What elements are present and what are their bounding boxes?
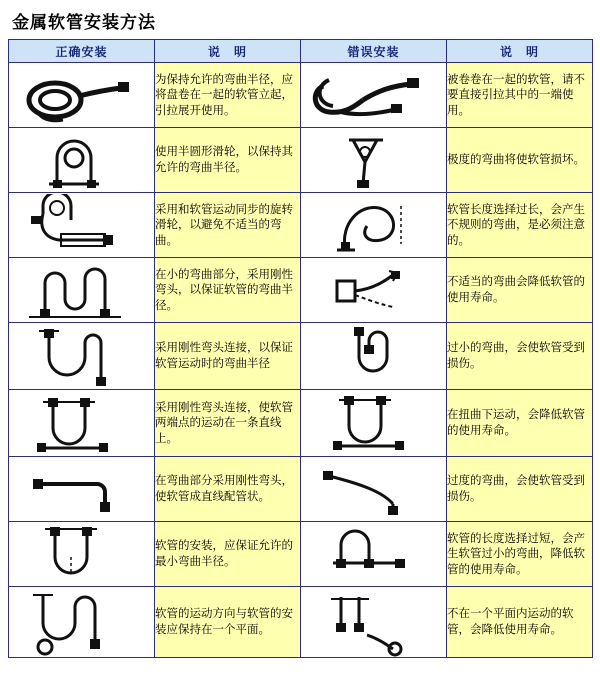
desc-cell-wrong: 极度的弯曲将使软管损坏。 (447, 128, 593, 193)
minimum-bend-radius-icon (9, 523, 154, 585)
figure-cell-wrong (301, 63, 447, 128)
coiled-hose-pulled-icon (301, 66, 446, 124)
table-row (9, 128, 593, 193)
excessive-bend-icon (301, 460, 446, 518)
desc-cell-wrong: 在扭曲下运动，会降低软管的使用寿命。 (447, 390, 593, 457)
same-plane-motion-icon (9, 587, 154, 657)
figure-cell-correct (9, 522, 155, 587)
u-bend-straight-line-icon (9, 390, 154, 456)
table-row (9, 390, 593, 457)
header-correct-install: 正确安装 (9, 40, 155, 63)
desc-cell-wrong: 不适当的弯曲会降低软管的使用寿命。 (447, 258, 593, 323)
desc-cell-wrong: 过度的弯曲，会使软管受到损伤。 (447, 457, 593, 522)
figure-cell-wrong (301, 258, 447, 323)
desc-cell-correct: 使用半圆形滑轮，以保持其允许的弯曲半径。 (155, 128, 301, 193)
header-correct-desc: 说 明 (155, 40, 301, 63)
improper-bend-icon (301, 259, 446, 321)
figure-cell-wrong (301, 193, 447, 258)
table-row (9, 457, 593, 522)
figure-cell-wrong (301, 457, 447, 522)
sync-rotating-pulley-icon (9, 194, 154, 256)
too-small-bend-icon (301, 323, 446, 389)
desc-cell-correct: 在弯曲部分采用刚性弯头，使软管成直线配管状。 (155, 457, 301, 522)
sharp-bend-pulley-icon (301, 130, 446, 190)
figure-cell-correct (9, 390, 155, 457)
desc-cell-correct: 软管的安装，应保证允许的最小弯曲半径。 (155, 522, 301, 587)
long-hose-irregular-bend-icon (301, 194, 446, 256)
desc-cell-wrong: 不在一个平面内运动的软管，会降低使用寿命。 (447, 587, 593, 658)
desc-cell-correct: 软管的运动方向与软管的安装应保持在一个平面。 (155, 587, 301, 658)
coiled-hose-standing-icon (9, 66, 154, 124)
figure-cell-correct (9, 193, 155, 258)
out-of-plane-motion-icon (301, 587, 446, 657)
desc-cell-wrong: 被卷卷在一起的软管，请不要直接引拉其中的一端使用。 (447, 63, 593, 128)
desc-cell-wrong: 过小的弯曲，会使软管受到损伤。 (447, 323, 593, 390)
straight-piping-elbow-icon (9, 460, 154, 518)
too-long-hose-icon (301, 523, 446, 585)
desc-cell-wrong: 软管长度选择过长，会产生不规则的弯曲，是必须注意的。 (447, 193, 593, 258)
desc-cell-correct: 在小的弯曲部分，采用刚性弯头，以保证软管的弯曲半径。 (155, 258, 301, 323)
table-row (9, 193, 593, 258)
table-row (9, 323, 593, 390)
desc-cell-correct: 采用和软管运动同步的旋转滑轮，以避免不适当的弯曲。 (155, 193, 301, 258)
hose-installation-table (8, 39, 593, 658)
figure-cell-correct (9, 457, 155, 522)
figure-cell-correct (9, 258, 155, 323)
figure-cell-wrong (301, 323, 447, 390)
figure-cell-wrong (301, 587, 447, 658)
figure-cell-correct (9, 587, 155, 658)
header-wrong-desc: 说 明 (447, 40, 593, 63)
figure-cell-correct (9, 63, 155, 128)
table-row (9, 258, 593, 323)
header-wrong-install: 错误安装 (301, 40, 447, 63)
semicircle-pulley-icon (9, 130, 154, 190)
figure-cell-wrong (301, 522, 447, 587)
figure-cell-wrong (301, 390, 447, 457)
desc-cell-correct: 采用刚性弯头连接，以保证软管运动时的弯曲半径 (155, 323, 301, 390)
desc-cell-correct: 为保持允许的弯曲半径，应将盘卷在一起的软管立起，引拉展开使用。 (155, 63, 301, 128)
table-row (9, 587, 593, 658)
figure-cell-correct (9, 128, 155, 193)
desc-cell-correct: 采用刚性弯头连接，使软管两端点的运动在一条直线上。 (155, 390, 301, 457)
torsion-motion-icon (301, 390, 446, 456)
page-title: 金属软管安装方法 (12, 13, 156, 33)
rigid-elbow-connection-icon (9, 323, 154, 389)
table-row (9, 522, 593, 587)
figure-cell-wrong (301, 128, 447, 193)
desc-cell-wrong: 软管的长度选择过短，会产生软管过小的弯曲，降低软管的使用寿命。 (447, 522, 593, 587)
table-header-row (9, 40, 593, 63)
rigid-elbow-small-bend-icon (9, 259, 154, 321)
table-row (9, 63, 593, 128)
figure-cell-correct (9, 323, 155, 390)
